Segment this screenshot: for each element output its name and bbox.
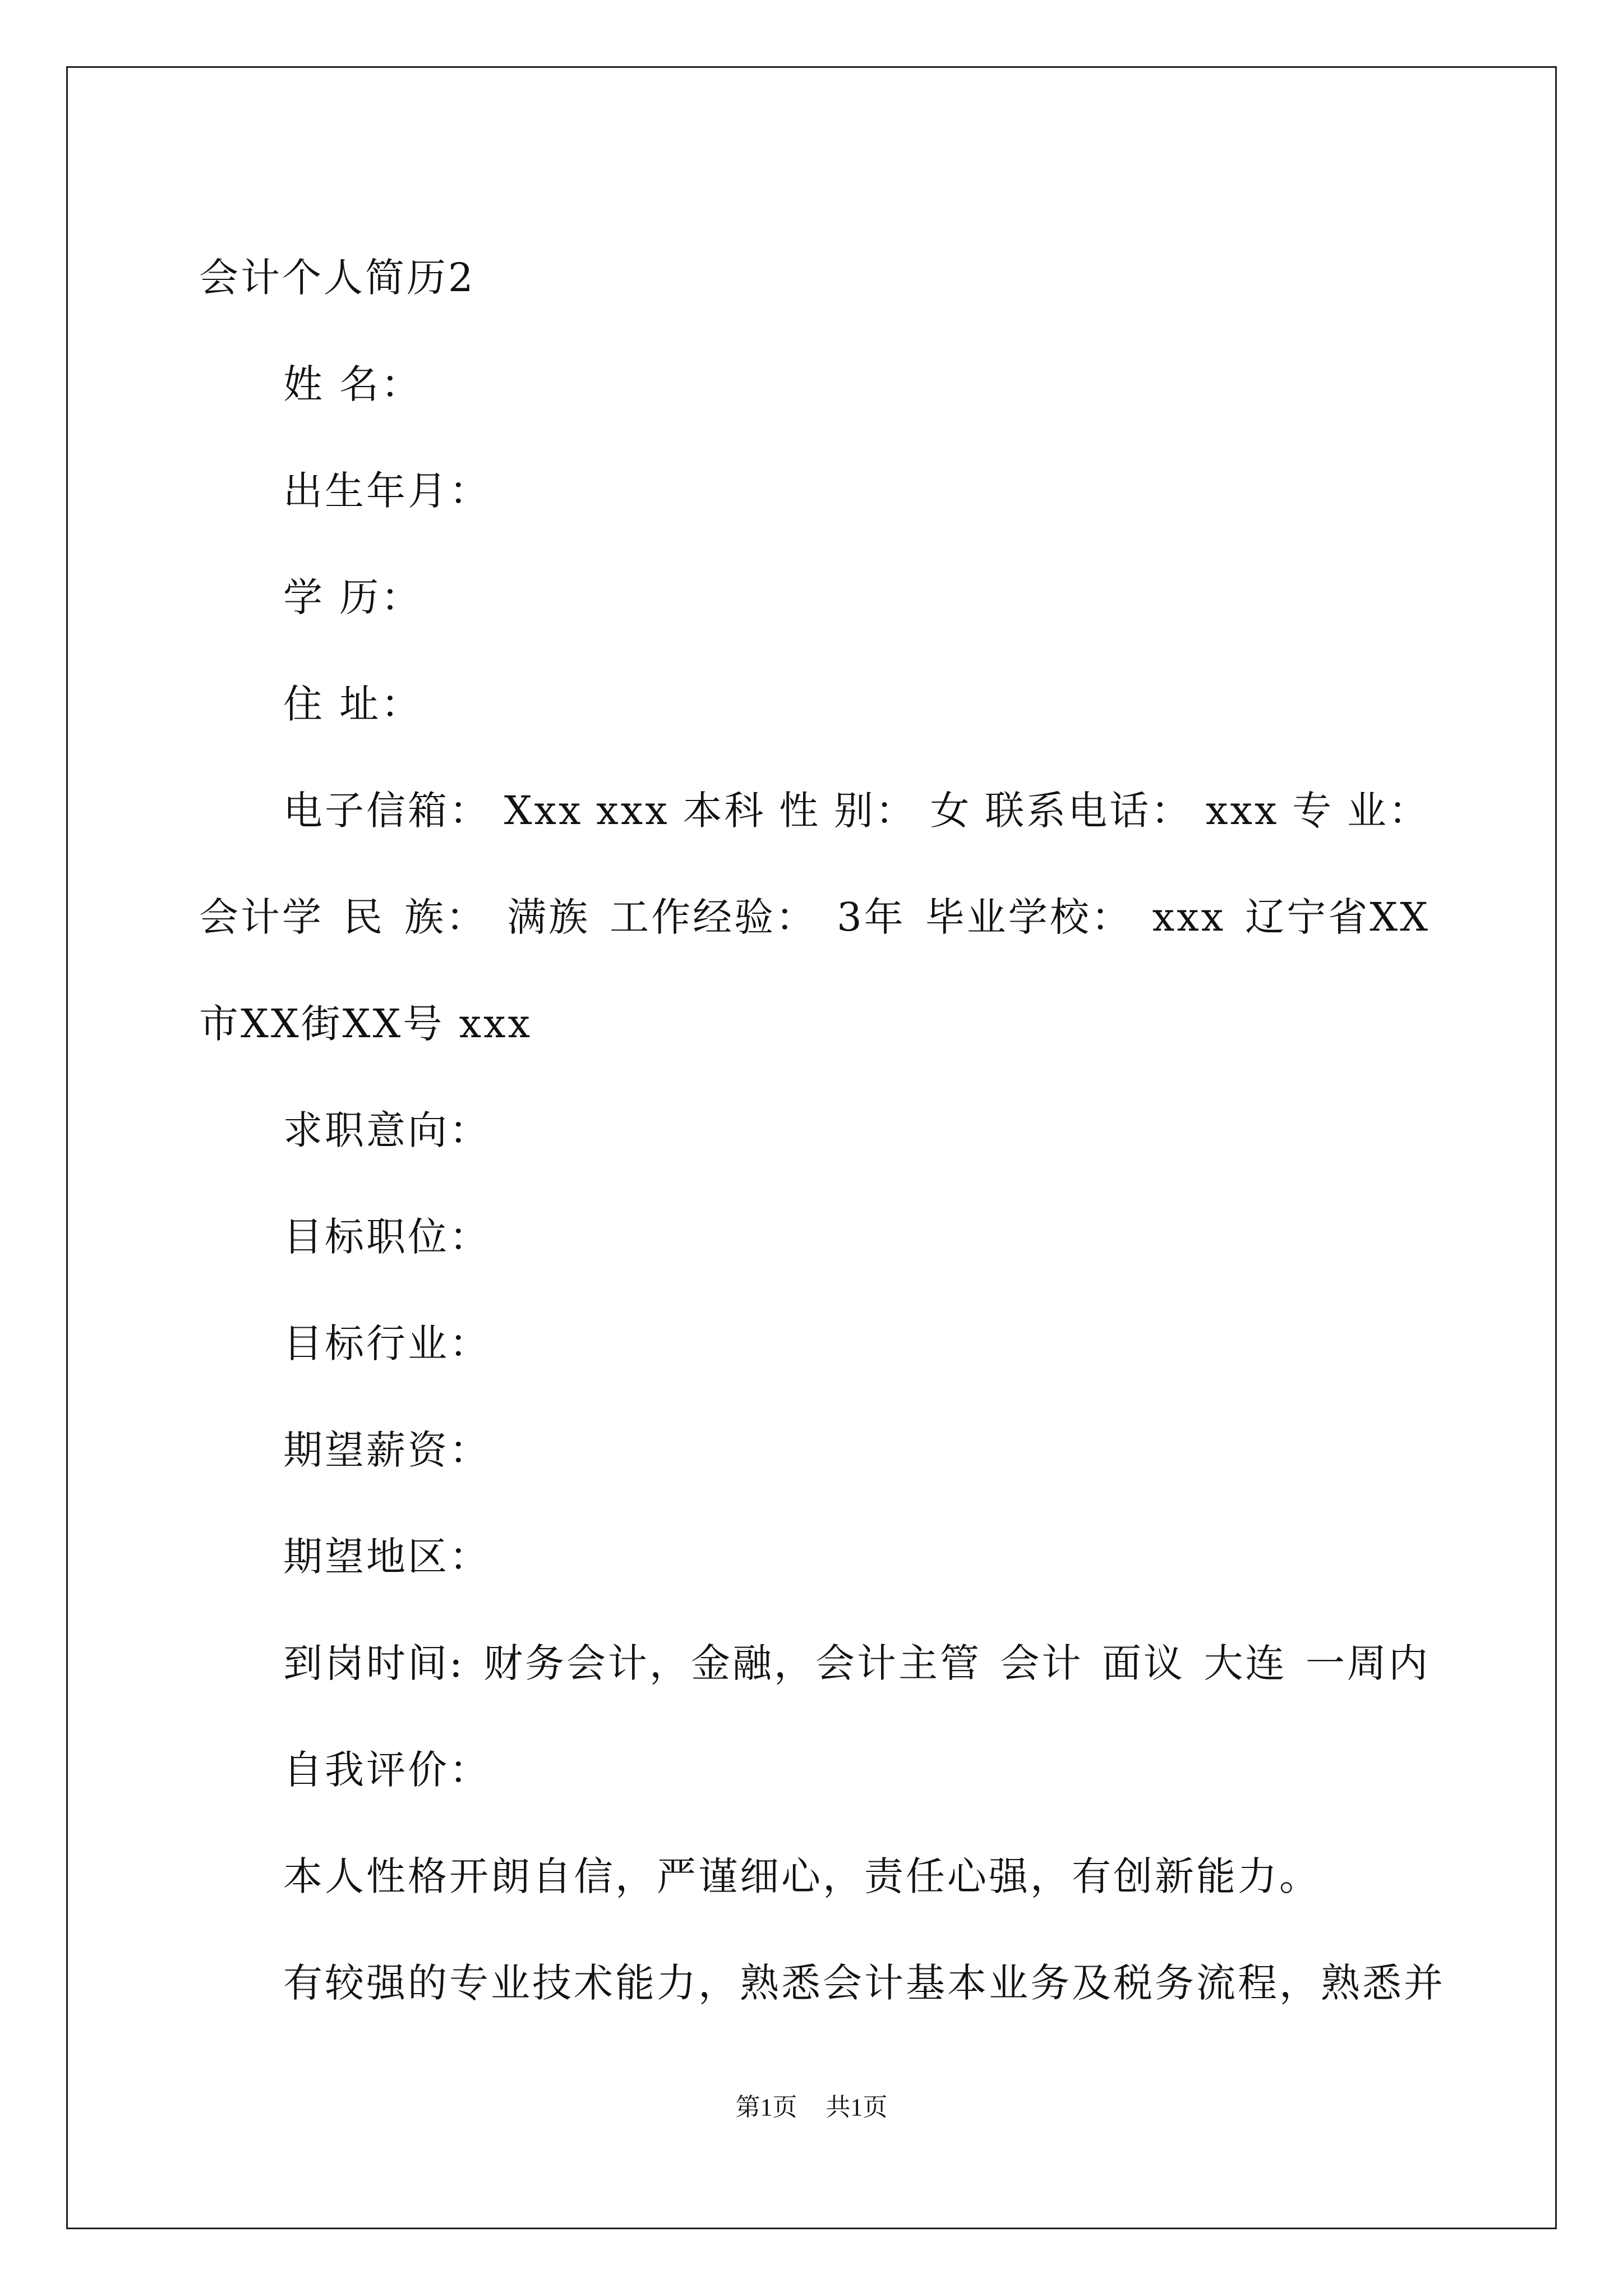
arrival-token: 面议 <box>1102 1640 1185 1686</box>
field-name: 姓 名： <box>283 361 423 407</box>
info-token: 电子信箱： <box>283 788 491 834</box>
expected-region: 期望地区： <box>283 1534 491 1580</box>
arrival-token: 大连 <box>1204 1640 1287 1686</box>
info-line-3: 市XX街XX号 xxx <box>199 1001 533 1047</box>
info-token: 民 <box>343 894 385 940</box>
info-token: 本科 <box>683 788 766 834</box>
info-token: xxx <box>596 788 670 834</box>
info-token: Xxx <box>504 788 583 834</box>
document-body <box>199 224 1445 2036</box>
info-token: 专 <box>1292 788 1334 834</box>
info-token: 会计学 <box>199 894 324 940</box>
info-line-2 <box>199 864 1430 970</box>
info-token: xxx <box>1205 788 1279 834</box>
info-token: 毕业学校： <box>925 894 1133 940</box>
field-education: 学 历： <box>283 574 423 620</box>
info-token: 族： <box>404 894 488 940</box>
info-token: 女 <box>930 788 972 834</box>
info-token: 性 <box>779 788 821 834</box>
skills-line: 有较强的专业技术能力，熟悉会计基本业务及税务流程，熟悉并 <box>283 1960 1445 2006</box>
info-token: 别： <box>833 788 917 834</box>
info-token: xxx <box>1152 894 1226 940</box>
info-token: 工作经验： <box>610 894 818 940</box>
arrival-token: 一周内 <box>1305 1640 1430 1686</box>
field-birth: 出生年月： <box>283 468 491 514</box>
arrival-token: 财务会计，金融，会计主管 <box>483 1640 982 1686</box>
expected-salary: 期望薪资： <box>283 1427 491 1473</box>
page-footer <box>0 2091 1623 2124</box>
arrival-token: 会计 <box>1000 1640 1083 1686</box>
page-total: 共1页 <box>826 2093 888 2121</box>
info-line-1 <box>199 757 1430 864</box>
self-eval-label: 自我评价： <box>283 1747 491 1793</box>
info-token: 业： <box>1347 788 1430 834</box>
job-intent-label: 求职意向： <box>283 1107 491 1153</box>
field-address: 住 址： <box>283 681 423 727</box>
info-token: 3年 <box>837 894 906 940</box>
target-industry: 目标行业： <box>283 1320 491 1366</box>
info-token: 辽宁省XX <box>1245 894 1430 940</box>
target-position: 目标职位： <box>283 1214 491 1260</box>
info-token: 满族 <box>507 894 591 940</box>
document-title: 会计个人简历2 <box>199 255 476 301</box>
arrival-line <box>199 1610 1430 1717</box>
page-current: 第1页 <box>735 2093 797 2121</box>
self-eval-text: 本人性格开朗自信，严谨细心，责任心强，有创新能力。 <box>283 1853 1321 1899</box>
info-token: 联系电话： <box>985 788 1193 834</box>
arrival-token: 到岗时间: <box>283 1640 465 1686</box>
